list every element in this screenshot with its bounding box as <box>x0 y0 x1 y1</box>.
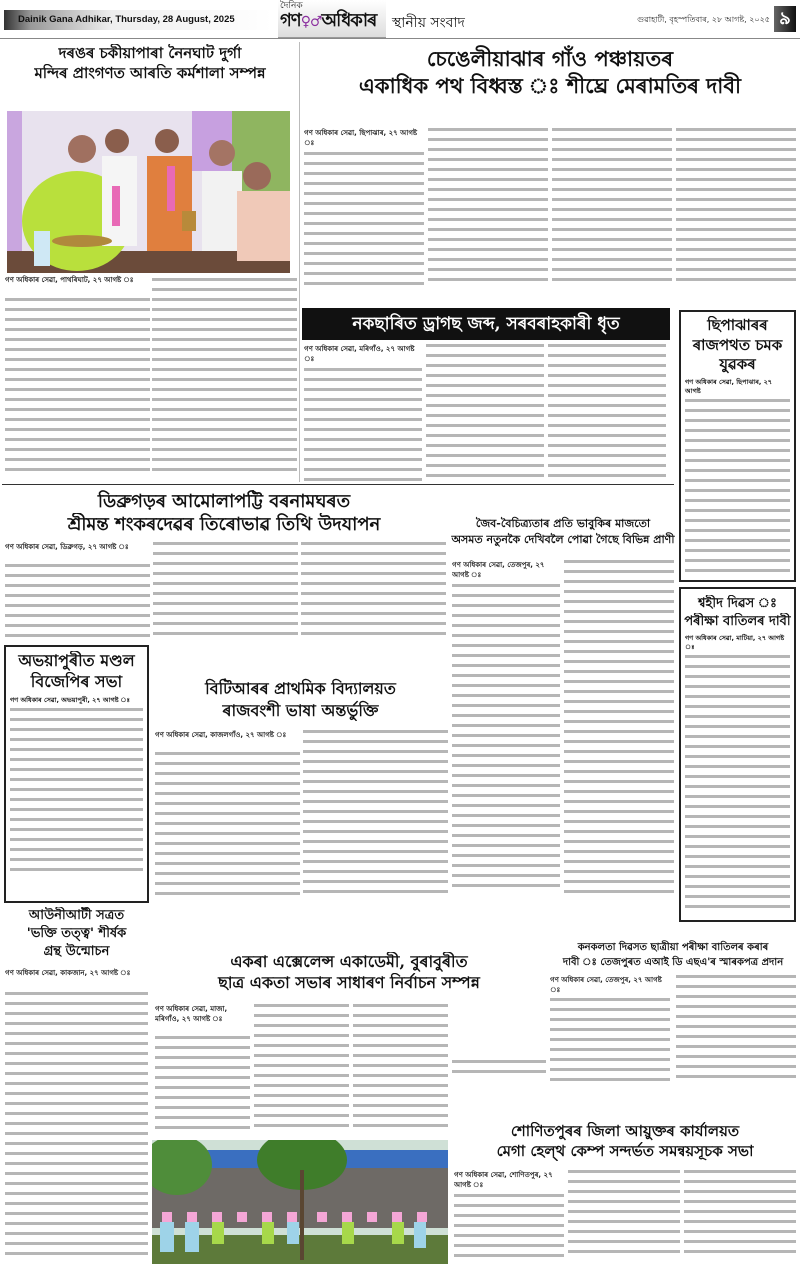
kanaklata-headline-line-2: দাবী ঃ তেজপুৰত এআই ডি এছএ'ৰ স্মাৰকপত্ৰ প্ৰদান <box>562 957 784 968</box>
bjp-headline-line-2: বিজেপিৰ সভা <box>30 671 123 691</box>
drugs-text-lines-2 <box>426 344 544 482</box>
bjp-dateline: গণ অধিকাৰ সেৱা, অভয়াপুৰী, ২৭ আগষ্ট ঃ <box>10 695 130 704</box>
drugs-headline: নকছাৰিত ড্ৰাগছ জব্দ, সৰবৰাহকাৰী ধৃত <box>302 308 670 340</box>
btr-headline-line-1: বিটিআৰৰ প্ৰাথমিক বিদ্যালয়ত <box>205 679 396 698</box>
chamak-dateline: গণ অধিকাৰ সেৱা, ছিপাঝাৰ, ২৭ আগষ্ট <box>685 377 773 395</box>
chamak-headline-line-1: ছিপাঝাৰৰ <box>707 316 768 334</box>
academy-headline-line-1: একৰা এক্সেলেন্স একাডেমী, বুৰাবুৰীত <box>230 952 468 971</box>
page-number: ৯ <box>774 6 796 32</box>
panchayat-text-lines-3 <box>552 128 672 288</box>
durga-photo <box>7 111 290 273</box>
academy-text-lines-3 <box>353 1004 448 1139</box>
granth-headline-line-1: আউনীআটী সত্ৰত <box>28 908 125 923</box>
tirobhav-text-lines-2 <box>153 542 298 642</box>
btr-text-lines-1 <box>155 752 300 902</box>
drugs-text-lines-1 <box>304 368 422 482</box>
academy-text-lines-2 <box>254 1004 349 1139</box>
granth-text-lines <box>5 992 148 1264</box>
panchayat-headline-line-1: চেঙেলীয়াঝাৰ গাঁও পঞ্চায়তৰ <box>426 46 674 71</box>
masthead <box>0 0 800 38</box>
health-headline-line-1: শোণিতপুৰৰ জিলা আয়ুক্তৰ কাৰ্যালয়ত <box>510 1122 740 1140</box>
biodiversity-headline-line-2: অসমত নতুনকৈ দেখিবলৈ পোৱা গৈছে বিভিন্ন প্ৰাণী <box>451 532 675 546</box>
tirobhav-headline <box>4 490 444 537</box>
academy-photo <box>152 1140 448 1264</box>
shahid-box <box>679 587 796 922</box>
panchayat-headline <box>302 45 798 100</box>
chamak-headline <box>681 312 794 375</box>
kanaklata-text-lines-1 <box>550 998 670 1085</box>
drugs-text-lines-3 <box>548 344 666 482</box>
logo-part-1: গণ <box>280 10 301 31</box>
academy-headline <box>152 952 546 994</box>
btr-headline <box>153 678 448 721</box>
logo-wordmark <box>280 6 376 37</box>
drugs-dateline: গণ অধিকাৰ সেৱা, মৰিগাঁও, ২৭ আগষ্ট ঃ <box>304 345 415 363</box>
logo-part-2: অধিকাৰ <box>321 10 377 31</box>
panchayat-text-lines-2 <box>428 128 548 288</box>
durga-headline <box>4 44 296 83</box>
biodiversity-text-lines-1 <box>452 584 560 900</box>
bjp-text-lines <box>6 705 147 875</box>
section-name: স্থানীয় সংবাদ <box>392 15 465 31</box>
kanaklata-headline <box>548 940 798 970</box>
granth-headline-line-2: 'ভক্তি তত্ত্ব' শীৰ্ষক <box>26 926 127 942</box>
tirobhav-headline-line-2: শ্ৰীমন্ত শংকৰদেৱৰ তিৰোভাৱ তিথি উদযাপন <box>67 514 381 536</box>
health-headline-line-2: মেগা হেল্‌থ কেম্প সন্দৰ্ভত সমন্বয়সূচক সভা <box>496 1141 754 1160</box>
shahid-text-lines <box>681 652 794 912</box>
biodiversity-text-lines-2 <box>564 560 674 905</box>
shahid-dateline: গণ অধিকাৰ সেৱা, মাটিয়া, ২৭ আগষ্ট ঃ <box>685 634 785 652</box>
durga-text-lines-1 <box>5 298 150 480</box>
bjp-headline-line-1: অভয়াপুৰীত মণ্ডল <box>18 651 135 670</box>
tirobhav-text-lines-1 <box>5 564 150 642</box>
tirobhav-text-lines-3 <box>301 542 446 642</box>
durga-text-lines-2 <box>152 278 297 480</box>
panchayat-text-lines-4 <box>676 128 796 288</box>
shahid-headline <box>681 589 794 631</box>
bjp-headline <box>6 647 147 693</box>
btr-text-lines-2 <box>303 730 448 902</box>
biodiversity-headline <box>450 516 676 548</box>
academy-headline-line-2: ছাত্ৰ একতা সভাৰ সাধাৰণ নিৰ্বাচন সম্পন্ন <box>218 972 480 992</box>
chamak-box <box>679 310 796 582</box>
btr-dateline: গণ অধিকাৰ সেৱা, কাজলগাঁও, ২৭ আগষ্ট ঃ <box>155 731 287 739</box>
health-text-lines-1 <box>454 1194 564 1264</box>
tirobhav-headline-line-1: ডিব্ৰুগড়ৰ আমোলাপট্টি বৰনামঘৰত <box>97 491 351 512</box>
shahid-headline-line-2: পৰীক্ষা বাতিলৰ দাবী <box>684 614 791 630</box>
btr-headline-line-2: ৰাজবংশী ভাষা অন্তৰ্ভুক্তি <box>222 700 379 720</box>
durga-dateline: গণ অধিকাৰ সেৱা, পাথৰিঘাট, ২৭ আগষ্ট ঃ <box>5 276 134 284</box>
edition-banner <box>4 10 272 30</box>
section-divider <box>2 484 674 485</box>
bjp-box <box>4 645 149 903</box>
edition-line: Dainik Gana Adhikar, Thursday, 28 August, 2025 <box>18 14 235 25</box>
panchayat-headline-line-2: একাধিক পথ বিধ্বস্ত ঃ শীঘ্ৰে মেৰামতিৰ দাবী <box>358 73 742 99</box>
logo-small-text: দৈনিক <box>280 1 303 11</box>
granth-headline <box>4 907 149 962</box>
kanaklata-text-lines-2 <box>676 975 796 1085</box>
kanaklata-dateline: গণ অধিকাৰ সেৱা, তেজপুৰ, ২৭ আগষ্ট ঃ <box>550 976 662 994</box>
granth-headline-line-3: গ্ৰন্থ উন্মোচন <box>43 944 110 960</box>
academy-photo-image <box>152 1140 448 1264</box>
biodiversity-dateline: গণ অধিকাৰ সেৱা, তেজপুৰ, ২৭ আগষ্ট ঃ <box>452 561 545 579</box>
column-divider <box>299 42 300 482</box>
panchayat-dateline: গণ অধিকাৰ সেৱা, ছিপাঝাৰ, ২৭ আগষ্ট ঃ <box>304 129 418 147</box>
health-text-lines-3 <box>684 1170 796 1264</box>
academy-text-lines-1 <box>155 1036 250 1139</box>
biodiversity-headline-line-1: জৈব-বৈচিত্ৰ্যতাৰ প্ৰতি ভাবুকিৰ মাজতো <box>475 517 651 530</box>
durga-headline-line-2: মন্দিৰ প্ৰাংগণত আৰতি কৰ্মশালা সম্পন্ন <box>34 63 266 82</box>
tirobhav-dateline: গণ অধিকাৰ সেৱা, ডিব্ৰুগড়, ২৭ আগষ্ট ঃ <box>5 543 129 551</box>
durga-photo-image <box>7 111 290 273</box>
academy-dateline: গণ অধিকাৰ সেৱা, মাজা, মৰিগাঁও, ২৭ আগষ্ট ঃ <box>155 1005 228 1023</box>
people-figure-icon: ♀♂ <box>300 14 322 30</box>
chamak-text-lines <box>681 396 794 576</box>
granth-dateline: গণ অধিকাৰ সেৱা, কাকজান, ২৭ আগষ্ট ঃ <box>5 969 131 977</box>
chamak-headline-line-3: যুৱকৰ <box>719 355 756 373</box>
shahid-headline-line-1: শ্বহীদ দিৱস ঃ <box>698 596 777 611</box>
health-text-lines-2 <box>568 1170 680 1264</box>
health-headline <box>452 1122 798 1161</box>
kanaklata-headline-line-1: কনকলতা দিৱসত ছাত্ৰীয়া পৰীক্ষা বাতিলৰ কৰাৰ <box>577 942 769 953</box>
durga-headline-line-1: দৰঙৰ চকীয়াপাৰা নৈনঘাট দুৰ্গা <box>58 44 242 62</box>
kanaklata-text-lines-3 <box>452 1060 546 1085</box>
health-dateline: গণ অধিকাৰ সেৱা, শোণিতপুৰ, ২৭ আগষ্ট ঃ <box>454 1171 553 1189</box>
newspaper-logo <box>278 0 386 38</box>
panchayat-text-lines-1 <box>304 152 424 288</box>
date-assamese: গুৱাহাটী, বৃহস্পতিবাৰ, ২৮ আগষ্ট, ২০২৫ <box>636 15 770 24</box>
masthead-divider <box>0 38 800 39</box>
chamak-headline-line-2: ৰাজপথত চমক <box>692 335 783 354</box>
